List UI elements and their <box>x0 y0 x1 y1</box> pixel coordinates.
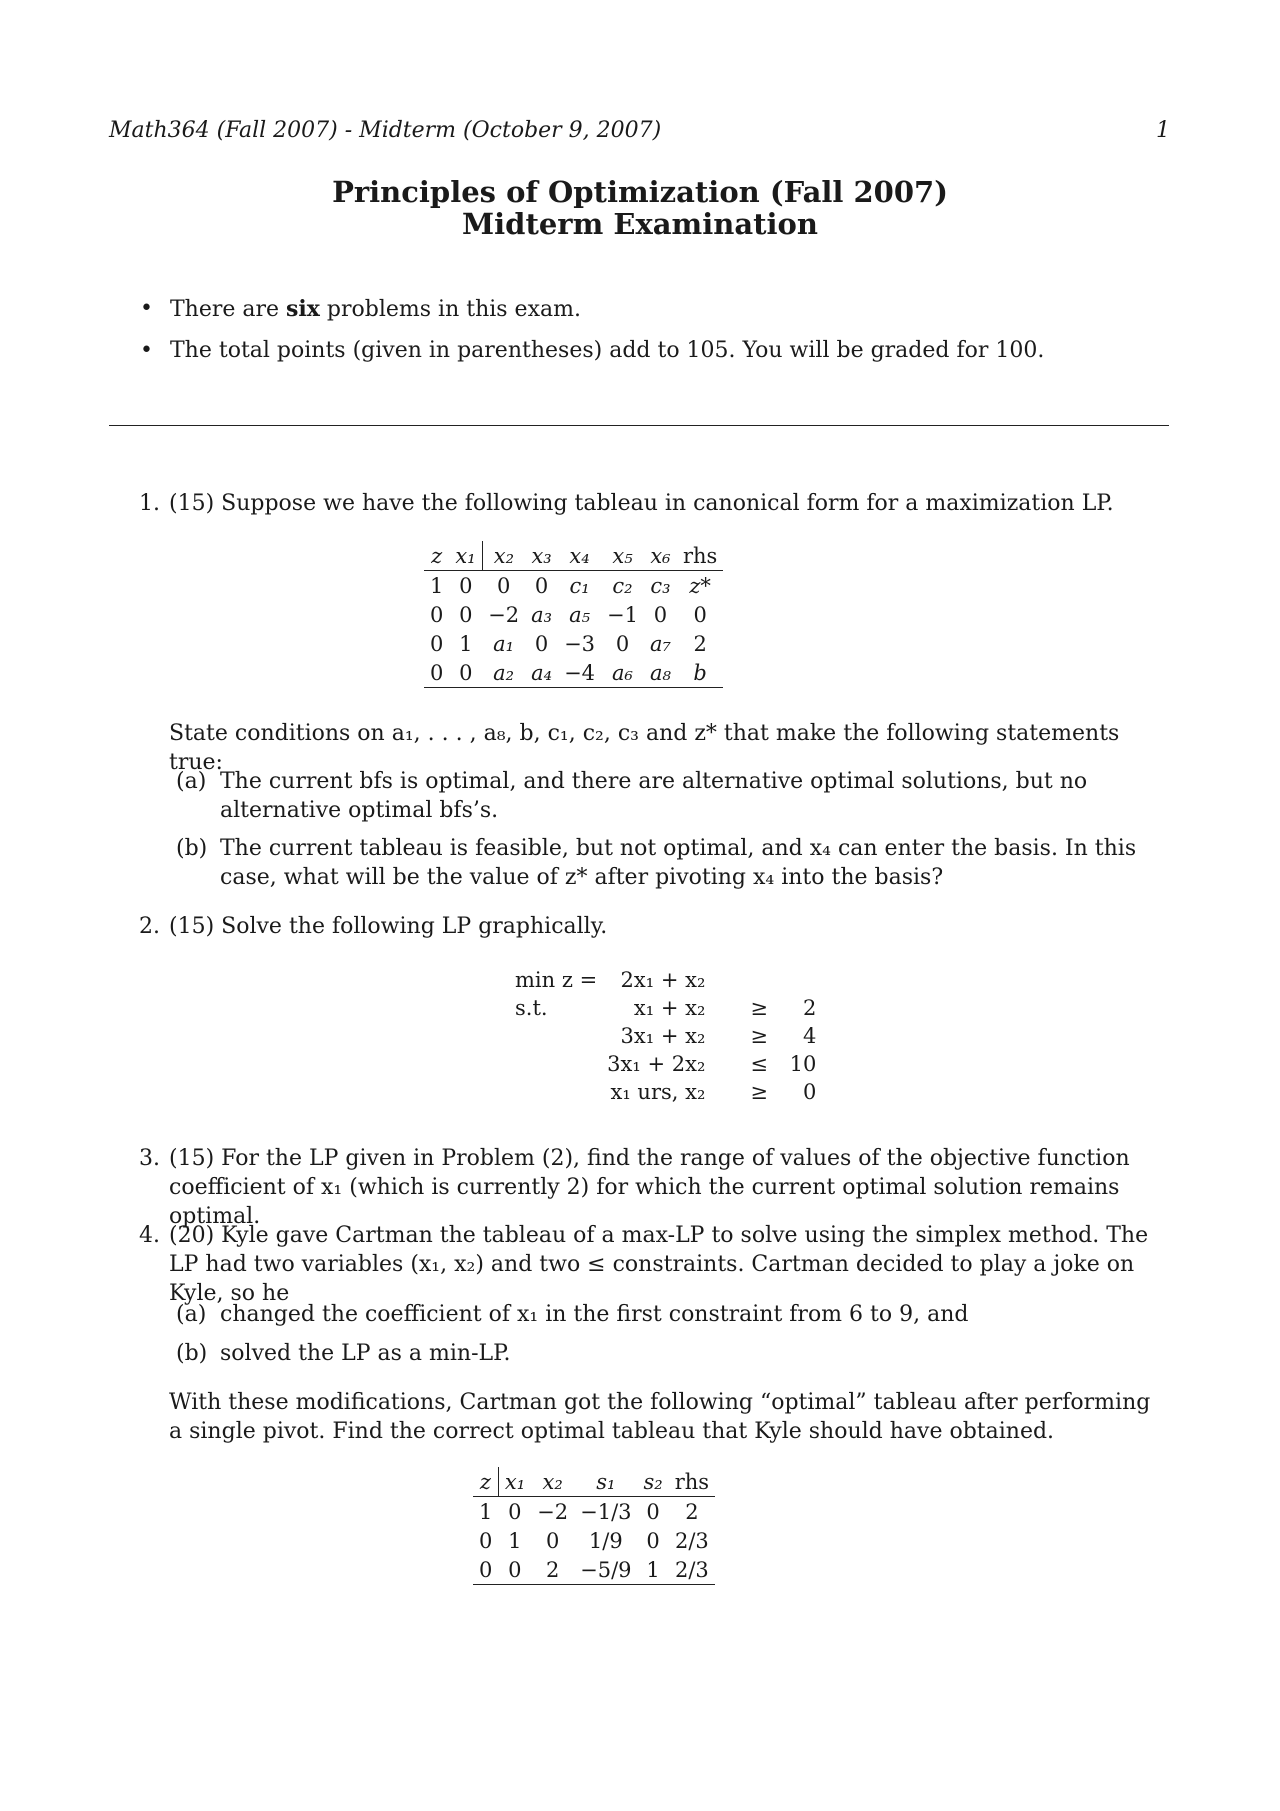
lp-formulation <box>510 966 821 1106</box>
problem1-state-text: State conditions on a₁, . . . , a₈, b, c₁, c₂, c₃ and z* that make the following statements true: <box>169 721 1120 775</box>
tableau-row: 0 0 2 −5/9 1 2/3 <box>473 1555 715 1585</box>
problem-3: 3. (15) For the LP given in Problem (2), find the range of values of the objective function coefficient of x₁ (which is currently 2) for which the current optimal solution remains optimal. <box>139 1146 1130 1229</box>
problem-2: 2. (15) Solve the following LP graphically. <box>139 914 608 939</box>
problem1-tableau <box>424 541 723 688</box>
lp-row: s.t. x₁ + x₂ ≥ 2 <box>515 996 817 1020</box>
page-number: 1 <box>1156 118 1170 143</box>
problem4-part-a: (a) changed the coefficient of x₁ in the first constraint from 6 to 9, and <box>176 1302 969 1327</box>
problem-number: 1. <box>139 491 160 516</box>
tableau-header-row: z x₁ x₂ s₁ s₂ rhs <box>473 1467 715 1497</box>
lp-row: 3x₁ + 2x₂ ≤ 10 <box>607 1052 817 1076</box>
tableau-header-row: z x₁ x₂ x₃ x₄ x₅ x₆ rhs <box>424 541 723 571</box>
horizontal-rule <box>109 425 1169 426</box>
exam-title: Principles of Optimization (Fall 2007) <box>332 175 948 209</box>
problem-1 <box>139 489 1169 518</box>
problem-4: 4. (20) Kyle gave Cartman the tableau of a max-LP to solve using the simplex method. The LP had two variables (x₁, x₂) and two ≤ constraints. Cartman decided to play a joke on Kyle, so he <box>139 1223 1149 1306</box>
instruction-item: • The total points (given in parentheses) add to 105. You will be graded for 100. <box>140 337 1044 379</box>
tableau-row: 0 0 a₂ a₄ −4 a₆ a₈ b <box>424 658 723 688</box>
problem-text: (15) Suppose we have the following tableau in canonical form for a maximization LP. <box>169 491 1114 516</box>
lp-row: min z = 2x₁ + x₂ <box>515 968 706 992</box>
tableau-row: 1 0 0 0 c₁ c₂ c₃ z* <box>430 573 711 598</box>
lp-row: x₁ urs, x₂ ≥ 0 <box>610 1080 817 1104</box>
problem1-part-a: (a) The current bfs is optimal, and there are alternative optimal solutions, but no alternative optimal bfs’s. <box>176 769 1088 823</box>
tableau-row: 1 0 −2 −1/3 0 2 <box>479 1499 699 1524</box>
problem4-followup: With these modifications, Cartman got the following “optimal” tableau after performing a single pivot. Find the correct optimal tableau that Kyle should have obtained. <box>169 1390 1151 1444</box>
tableau-row: 0 1 0 1/9 0 2/3 <box>479 1528 709 1553</box>
exam-subtitle: Midterm Examination <box>462 207 818 241</box>
problem4-part-b: (b) solved the LP as a min-LP. <box>176 1341 511 1366</box>
instructions-list <box>140 295 1044 379</box>
running-header: Math364 (Fall 2007) - Midterm (October 9, 2007) <box>109 118 662 143</box>
lp-row: 3x₁ + x₂ ≥ 4 <box>620 1024 817 1048</box>
tableau-row: 0 0 −2 a₃ a₅ −1 0 0 <box>430 602 707 627</box>
instruction-item: • There are six problems in this exam. <box>140 295 1044 337</box>
problem4-tableau <box>473 1467 715 1585</box>
tableau-row: 0 1 a₁ 0 −3 0 a₇ 2 <box>430 631 707 656</box>
problem1-part-b: (b) The current tableau is feasible, but not optimal, and x₄ can enter the basis. In this case, what will be the value of z* after pivoting x₄ into the basis? <box>176 836 1137 890</box>
